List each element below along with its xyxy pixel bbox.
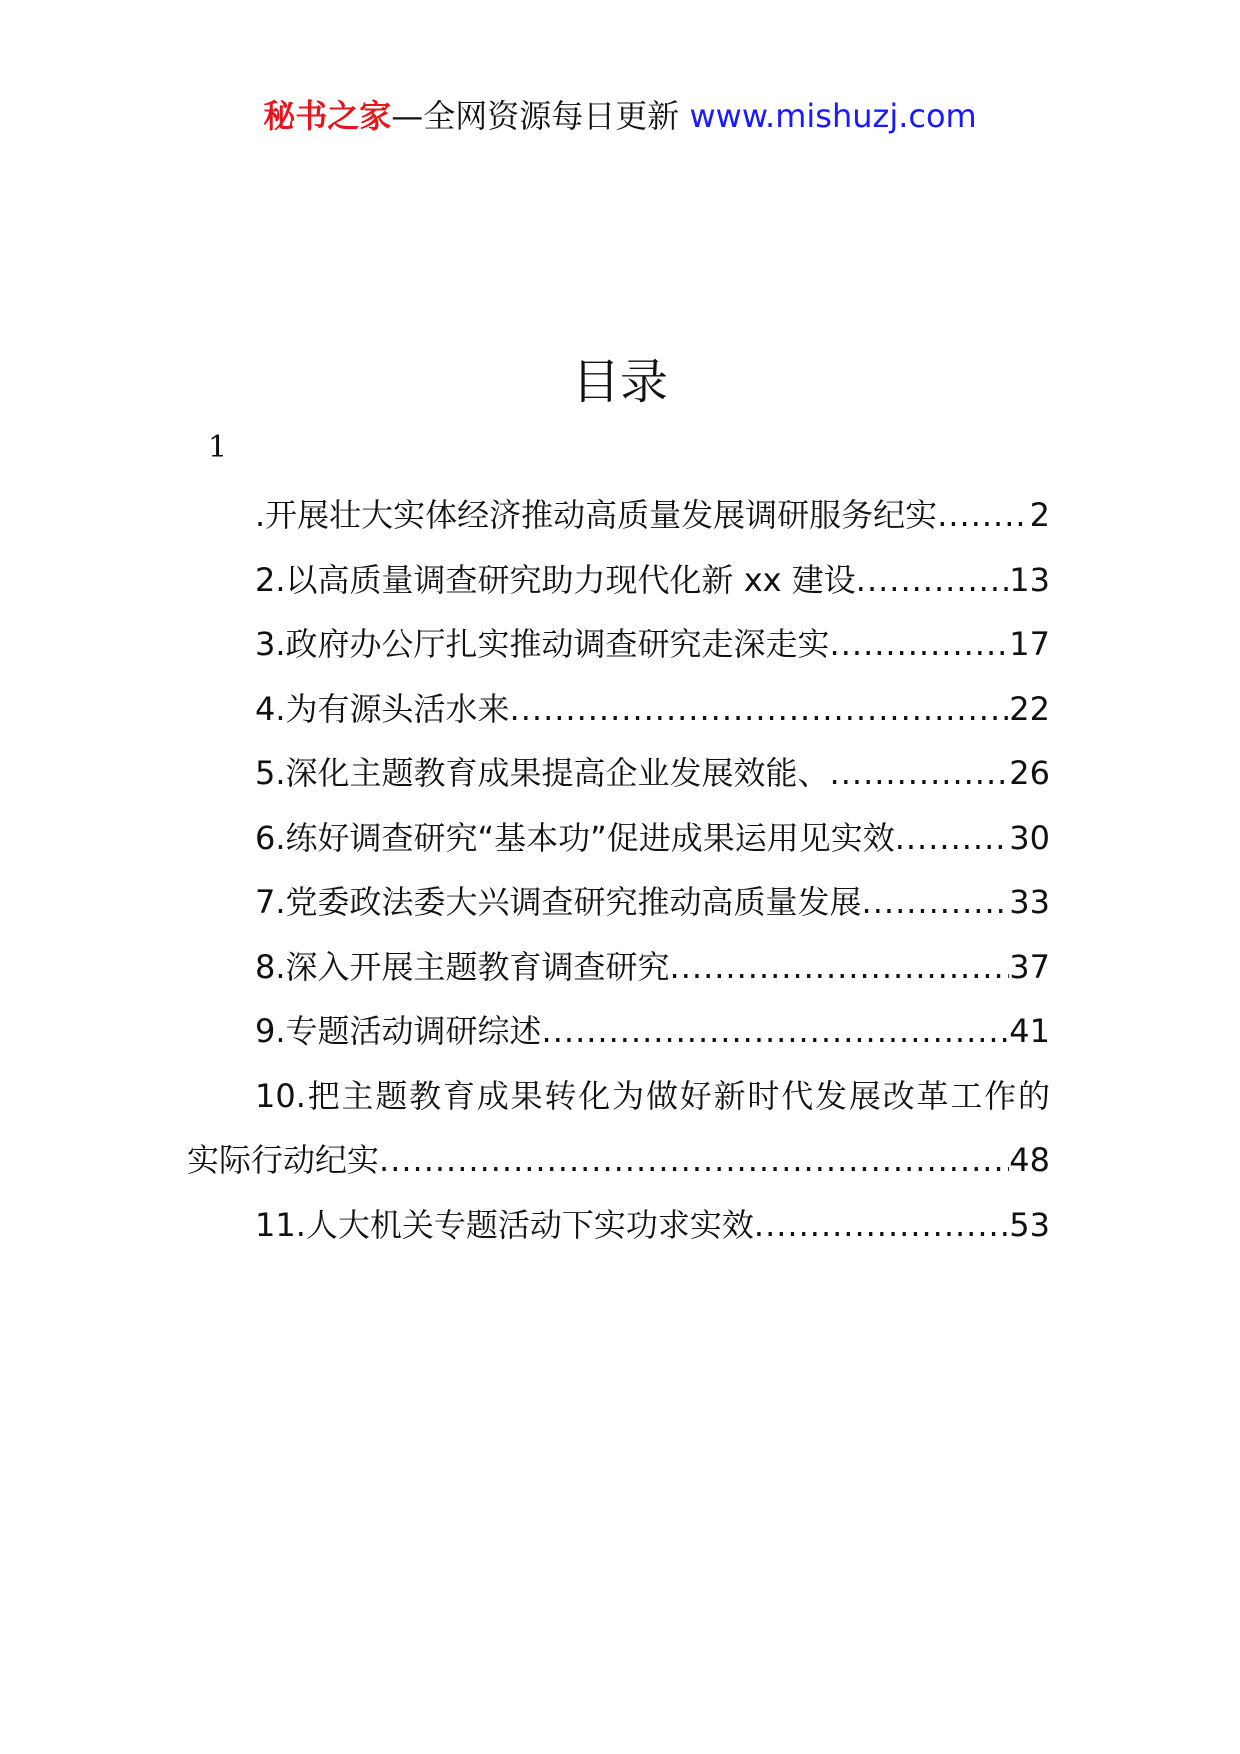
toc-entry-label: 8.深入开展主题教育调查研究	[255, 947, 670, 986]
toc-entry-page: 48	[1009, 1141, 1050, 1179]
toc-entry-4[interactable]	[255, 684, 1050, 749]
toc-entry-page: 53	[1009, 1205, 1050, 1244]
toc-leader-dots	[895, 813, 1010, 863]
toc-entry-label: 11.人大机关专题活动下实功求实效	[255, 1205, 754, 1244]
toc-leader-dots	[830, 619, 1010, 669]
toc-entry-page: 2	[1029, 496, 1050, 534]
toc-leader-dots	[542, 1006, 1010, 1056]
toc-entry-label: 7.党委政法委大兴调查研究推动高质量发展	[255, 883, 862, 921]
page-title: 目录	[571, 354, 668, 410]
toc-entry-page: 30	[1009, 818, 1050, 857]
toc-entry-label-continued: 实际行动纪实	[187, 1141, 380, 1179]
toc-entry-page: 41	[1009, 1012, 1050, 1050]
toc-entry-page: 22	[1009, 689, 1050, 728]
page-number: 1	[208, 430, 228, 465]
toc-entry-5[interactable]	[255, 748, 1050, 813]
toc-entry-label: 5.深化主题教育成果提高企业发展效能、	[255, 754, 830, 792]
toc-entry-label: 4.为有源头活水来	[255, 689, 510, 728]
toc-entry-1[interactable]	[255, 490, 1050, 555]
toc-entry-label: 9.专题活动调研综述	[255, 1012, 542, 1050]
toc-entry-label: 10.把主题教育成果转化为做好新时代发展改革工作的	[255, 1076, 1050, 1115]
toc-entry-9[interactable]	[255, 1006, 1050, 1071]
toc-entry-3[interactable]	[255, 619, 1050, 684]
site-url-link[interactable]: www.mishuzj.com	[689, 97, 977, 135]
toc-entry-11[interactable]	[255, 1200, 1050, 1265]
toc-entry-10[interactable]	[187, 1071, 1050, 1200]
toc-entry-6[interactable]	[255, 813, 1050, 878]
toc-entry-label: .开展壮大实体经济推动高质量发展调研服务纪实	[255, 496, 938, 534]
toc-leader-dots	[510, 684, 1010, 734]
toc-entry-8[interactable]	[255, 942, 1050, 1007]
toc-entry-label: 3.政府办公厅扎实推动调查研究走深走实	[255, 625, 830, 663]
toc-leader-dots	[830, 748, 1010, 798]
table-of-contents	[187, 490, 1050, 1264]
toc-entry-label: 2.以高质量调查研究助力现代化新 xx 建设	[255, 560, 856, 599]
toc-leader-dots	[754, 1200, 1009, 1250]
site-banner	[0, 96, 1240, 136]
toc-entry-continuation	[187, 1135, 1050, 1200]
toc-entry-page: 17	[1009, 625, 1050, 663]
banner-tagline: —全网资源每日更新	[391, 97, 680, 135]
toc-entry-7[interactable]	[255, 877, 1050, 942]
brand-name: 秘书之家	[263, 97, 392, 135]
toc-entry-page: 37	[1009, 947, 1050, 986]
toc-leader-dots	[670, 942, 1010, 992]
toc-entry-2[interactable]	[255, 555, 1050, 620]
toc-entry-label: 6.练好调查研究“基本功”促进成果运用见实效	[255, 818, 895, 857]
toc-entry-page: 13	[1009, 560, 1050, 599]
toc-entry-page: 33	[1009, 883, 1050, 921]
toc-leader-dots	[379, 1135, 1009, 1185]
toc-leader-dots	[862, 877, 1010, 927]
toc-leader-dots	[937, 490, 1029, 540]
toc-entry-page: 26	[1009, 754, 1050, 792]
toc-leader-dots	[856, 555, 1010, 605]
